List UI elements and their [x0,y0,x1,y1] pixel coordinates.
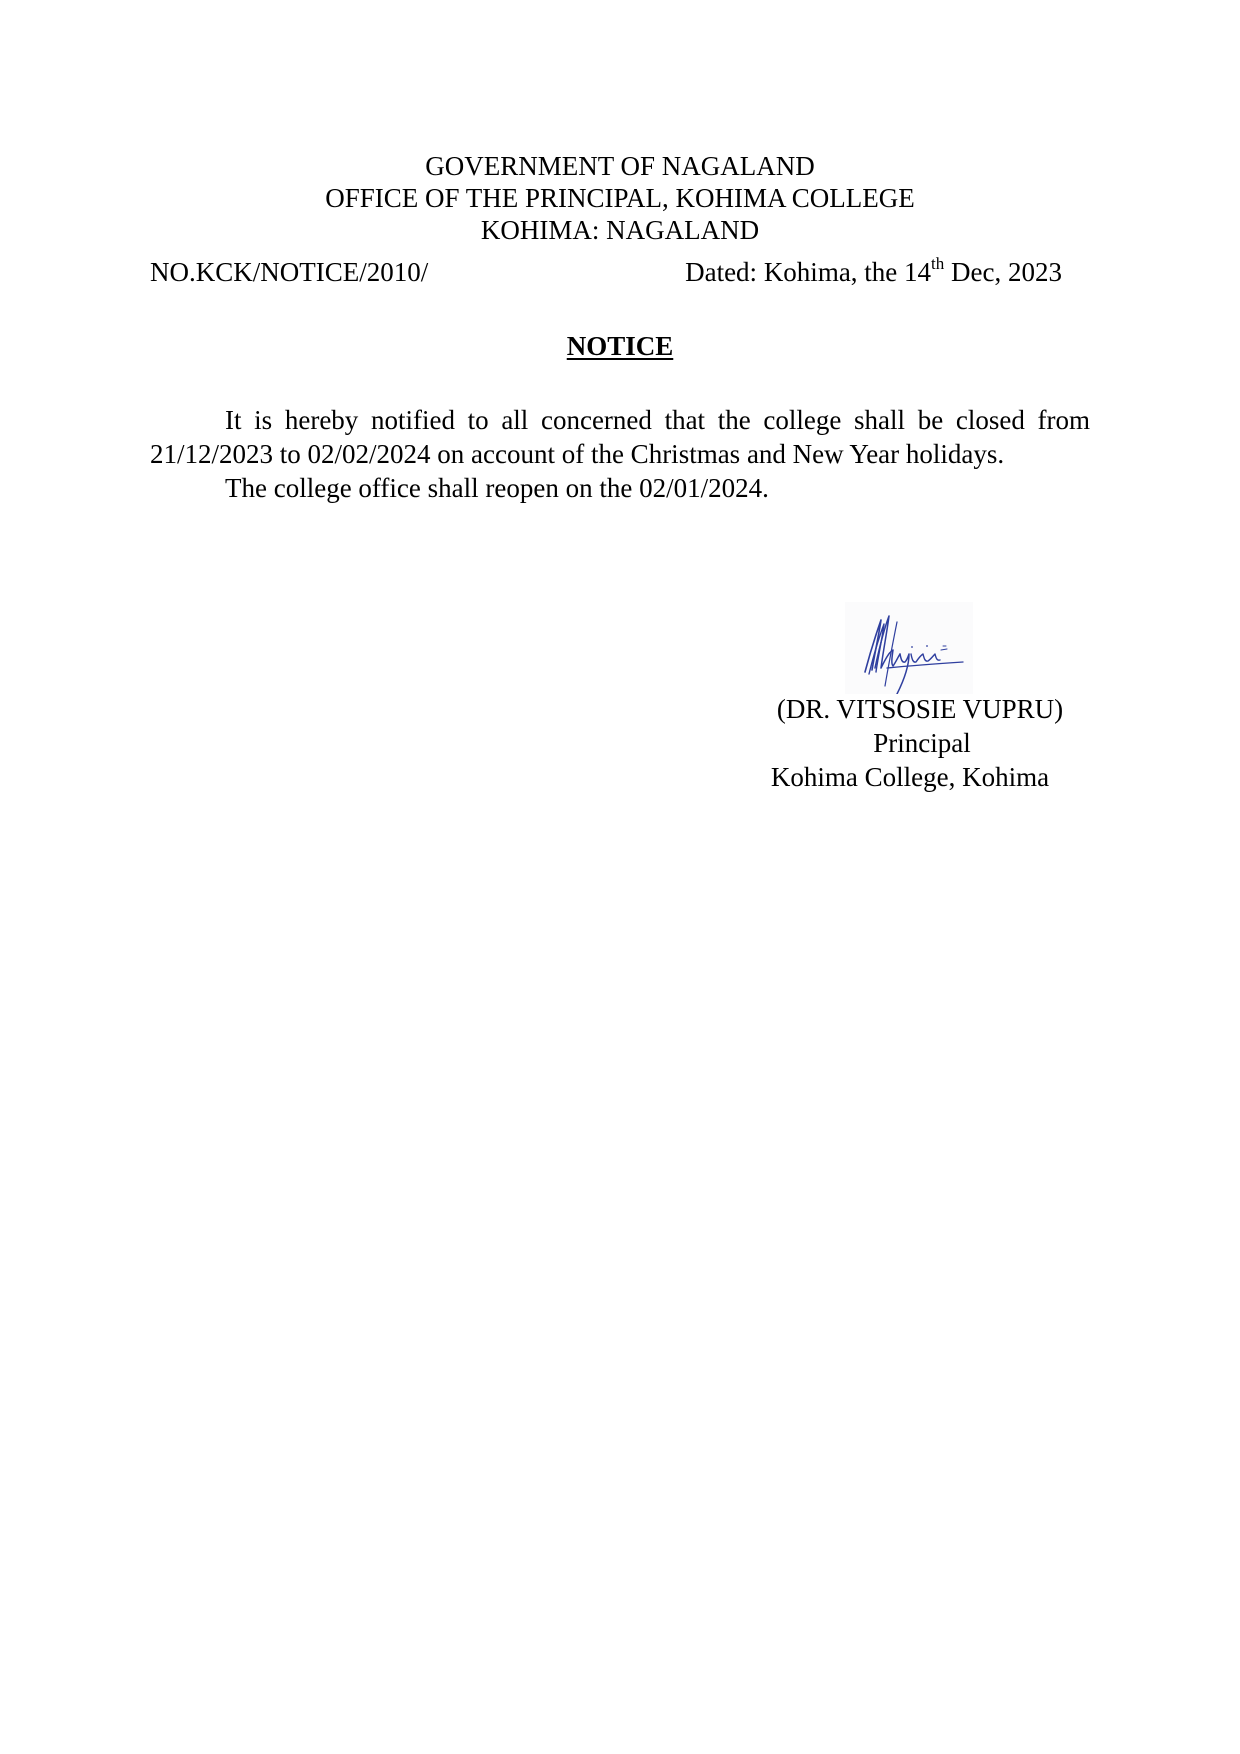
signatory-name: (DR. VITSOSIE VUPRU) [776,694,1064,724]
notice-paragraph-closure: It is hereby notified to all concerned that the college shall be closed from 21/12/2023 to 02/02/2024 on account of the Christmas and New Year holidays. [150,405,1090,469]
notice-title: NOTICE [566,331,674,361]
handwritten-signature-icon [845,602,973,694]
header-office: OFFICE OF THE PRINCIPAL, KOHIMA COLLEGE [325,183,915,213]
header-location: KOHIMA: NAGALAND [480,215,760,245]
header-government: GOVERNMENT OF NAGALAND [425,151,815,181]
reference-number: NO.KCK/NOTICE/2010/ [150,257,429,287]
date-rest: Dec, 2023 [944,257,1062,287]
signatory-designation: Principal [873,728,971,758]
notice-date [685,256,1062,288]
notice-paragraph-reopen: The college office shall reopen on the 02/01/2024. [225,473,769,503]
date-prefix: Dated: Kohima, the 14 [685,257,932,287]
signatory-organization: Kohima College, Kohima [770,762,1050,792]
date-ordinal-suffix: th [931,254,945,273]
